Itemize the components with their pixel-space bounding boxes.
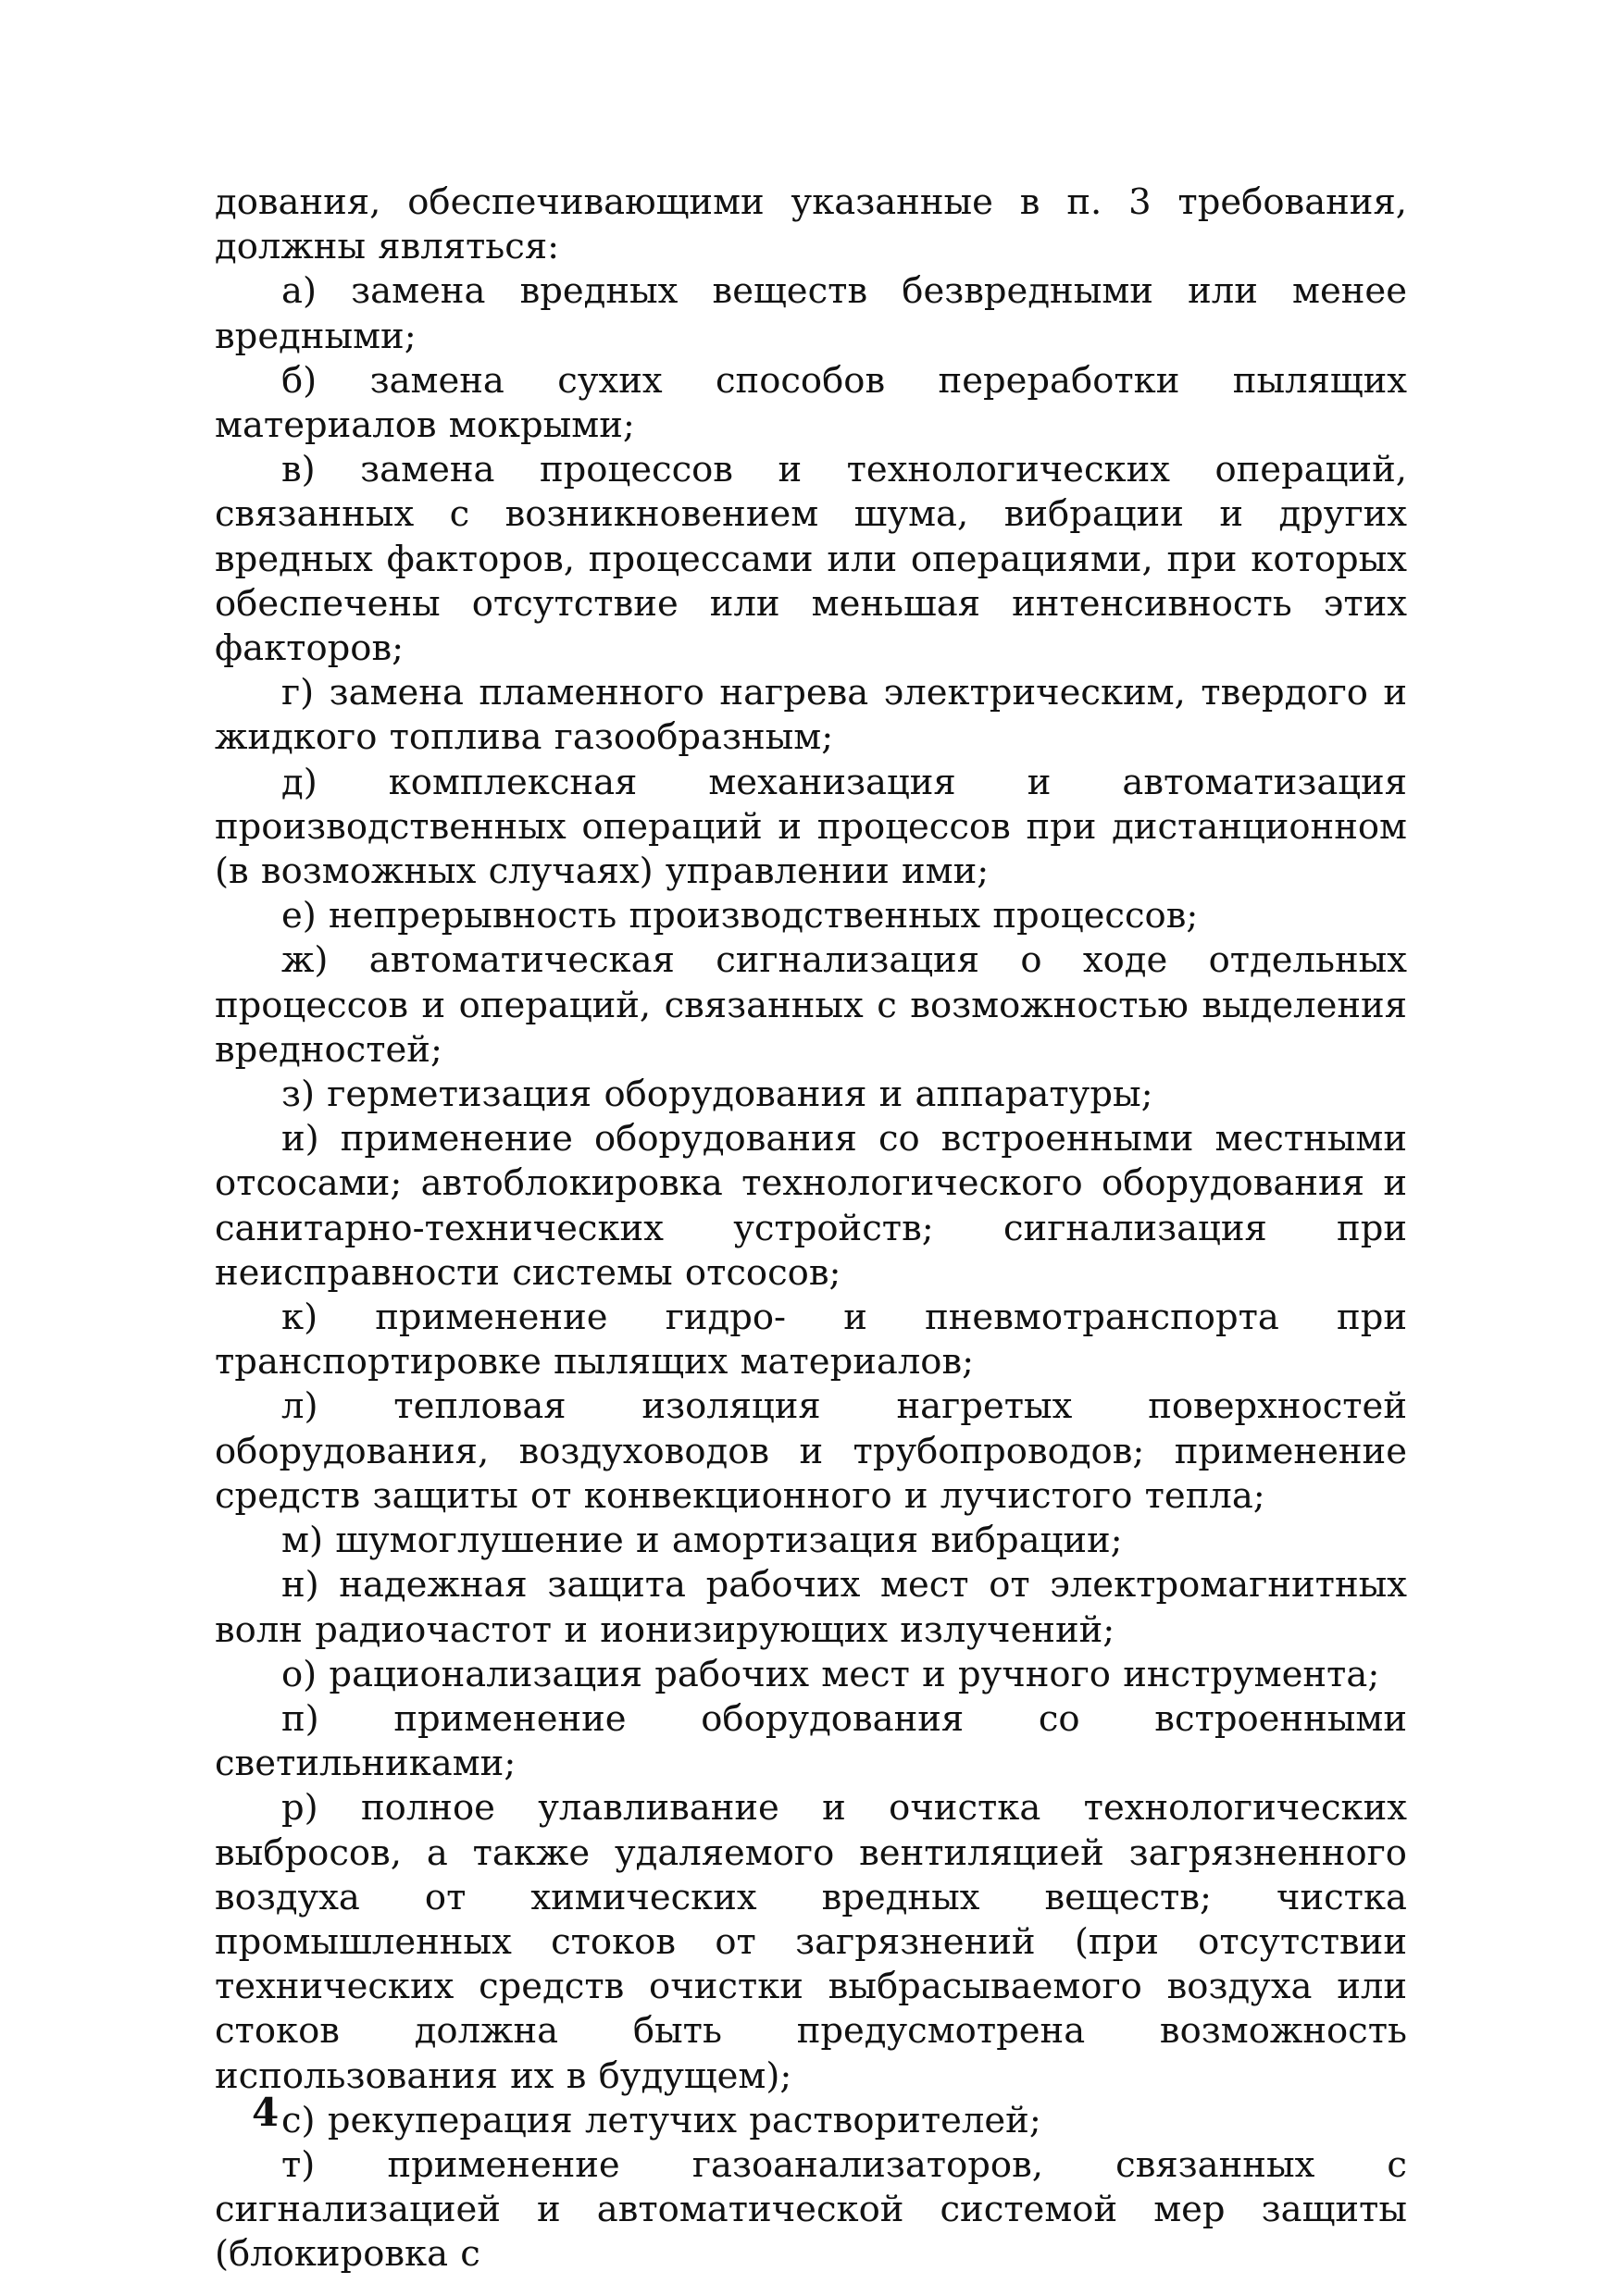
list-item-r: р) полное улавливание и очистка технологических выбросов, а также удаляемого вентиляцией загрязненного воздуха от химических вредных веществ; чистка промышленных стоков от загрязнений (при отсутствии технических средств очистки выбрасываемого воздуха или стоков должна быть предусмотрена возможность использования их в будущем); xyxy=(215,1787,1407,2097)
list-item-t: т) применение газоанализаторов, связанных с сигнализацией и автоматической системой мер защиты (блокировка с xyxy=(215,2143,1407,2276)
page-number: 4 xyxy=(252,2090,280,2135)
list-item-k: к) применение гидро- и пневмотранспорта при транспортировке пылящих материалов; xyxy=(215,1297,1407,1384)
list-item-p: п) применение оборудования со встроенными светильниками; xyxy=(215,1697,1407,1785)
document-body xyxy=(215,180,1407,2277)
list-item-a: а) замена вредных веществ безвредными или менее вредными; xyxy=(215,270,1407,357)
paragraph-intro: дования, обеспечивающими указанные в п. 3 требования, должны являться: xyxy=(215,181,1407,268)
list-item-s: с) рекуперация летучих растворителей; xyxy=(281,2099,1041,2141)
list-item-zh: ж) автоматическая сигнализация о ходе отдельных процессов и операций, связанных с возможностью выделения вредностей; xyxy=(215,939,1407,1071)
list-item-o: о) рационализация рабочих мест и ручного инструмента; xyxy=(281,1653,1380,1695)
list-item-v: в) замена процессов и технологических операций, связанных с возникновением шума, вибрации и других вредных факторов, процессами или операциями, при которых обеспечены отсутствие или меньшая интенсивность этих факторов; xyxy=(215,449,1407,670)
list-item-l: л) тепловая изоляция нагретых поверхностей оборудования, воздуховодов и трубопроводов; применение средств защиты от конвекционного и лучистого тепла; xyxy=(215,1385,1407,1517)
list-item-e: е) непрерывность производственных процессов; xyxy=(281,895,1199,937)
list-item-i: и) применение оборудования со встроенными местными отсосами; автоблокировка технологического оборудования и санитарно-технических устройств; сигнализация при неисправности системы отсосов; xyxy=(215,1118,1407,1294)
list-item-m: м) шумоглушение и амортизация вибрации; xyxy=(281,1520,1123,1562)
list-item-g: г) замена пламенного нагрева электрическим, твердого и жидкого топлива газообразным; xyxy=(215,672,1407,759)
list-item-n: н) надежная защита рабочих мест от электромагнитных волн радиочастот и ионизирующих излучений; xyxy=(215,1564,1407,1651)
list-item-z: з) герметизация оборудования и аппаратуры; xyxy=(281,1074,1153,1116)
list-item-d: д) комплексная механизация и автоматизация производственных операций и процессов при дистанционном (в возможных случаях) управлении ими; xyxy=(215,761,1407,893)
list-item-b: б) замена сухих способов переработки пылящих материалов мокрыми; xyxy=(215,359,1407,447)
